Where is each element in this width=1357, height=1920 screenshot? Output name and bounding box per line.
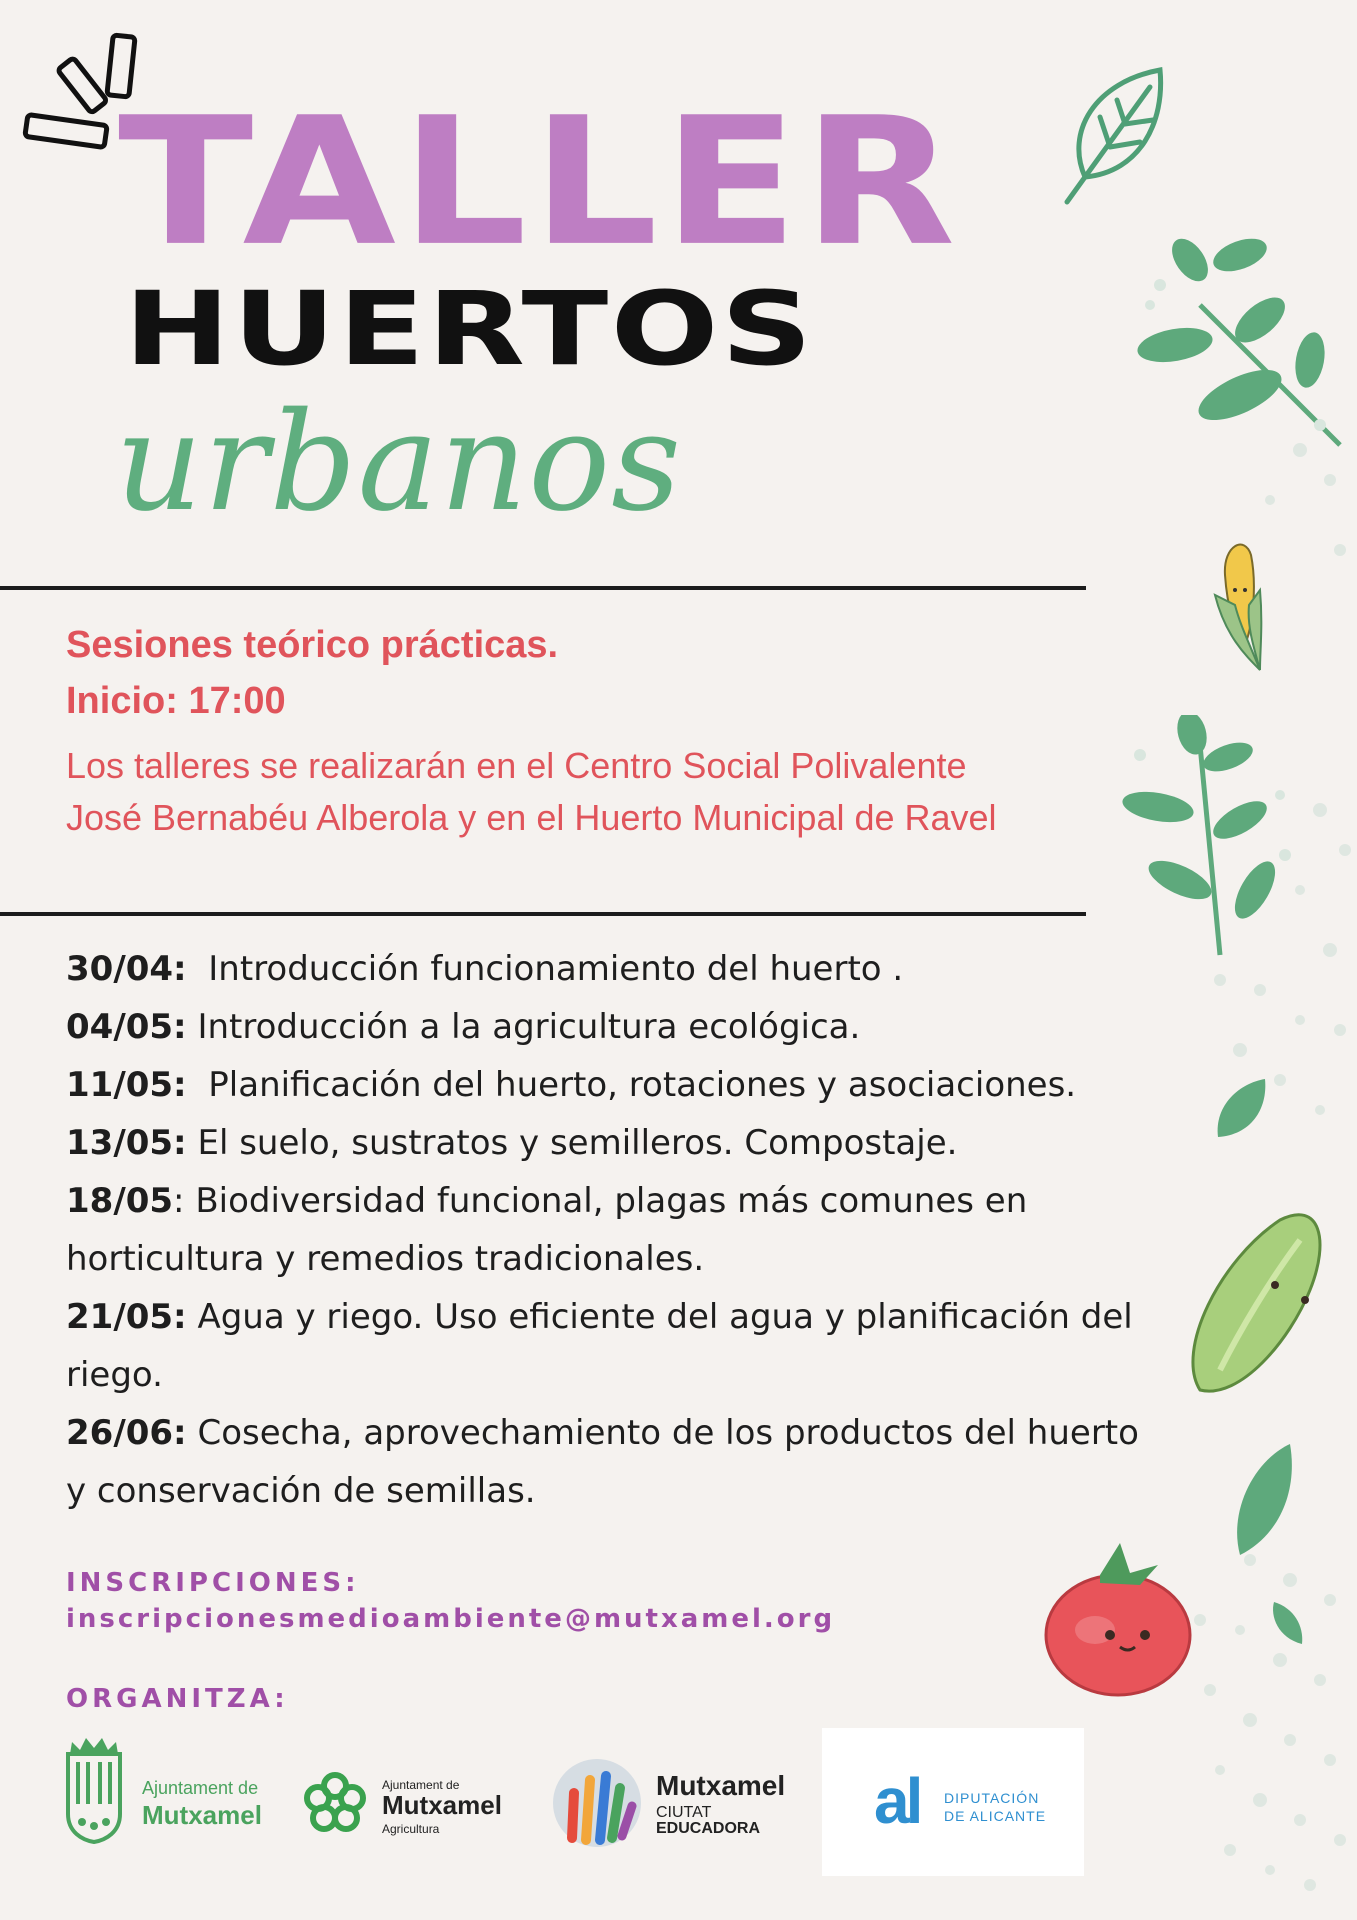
flower-icon (302, 1770, 368, 1836)
logo2-middle: Mutxamel (382, 1790, 502, 1820)
schedule-date: 11/05: (66, 1065, 187, 1105)
title-taller: TALLER (118, 79, 961, 285)
hands-icon (552, 1758, 642, 1848)
logo3-line2: CIUTAT (656, 1804, 712, 1821)
schedule-text: Introducción a la agricultura ecológica. (197, 1007, 861, 1047)
schedule-item (66, 1404, 1146, 1520)
schedule-list (66, 940, 1196, 1520)
schedule-text: Agua y riego. Uso eficiente del agua y planificación del riego. (66, 1297, 1133, 1395)
schedule-text: Introducción funcionamiento del huerto . (208, 949, 904, 989)
logo-diputacion-alicante (822, 1728, 1084, 1876)
sessions-heading: Sesiones teórico prácticas. (66, 624, 559, 666)
schedule-text: El suelo, sustratos y semilleros. Compostaje. (197, 1123, 958, 1163)
schedule-item (66, 1056, 1196, 1114)
schedule-item (66, 940, 1196, 998)
cucumber-icon (1180, 1200, 1330, 1410)
schedule-item (66, 998, 1196, 1056)
schedule-date: 26/06: (66, 1413, 187, 1453)
title-huertos: HUERTOS (124, 269, 815, 389)
tiny-leaf-icon (1268, 1598, 1308, 1648)
divider-top (0, 586, 1086, 590)
coat-of-arms-icon (62, 1734, 126, 1844)
logo4-line2: DE ALICANTE (944, 1808, 1047, 1824)
logo-mutxamel-agricultura (302, 1728, 522, 1878)
small-leaf-icon (1210, 1075, 1270, 1145)
schedule-text: Planificación del huerto, rotaciones y asociaciones. (208, 1065, 1077, 1105)
organizers-label: ORGANITZA: (66, 1684, 289, 1714)
logo2-top: Ajuntament de (382, 1778, 460, 1792)
logo3-top: Mutxamel (656, 1770, 786, 1801)
title-urbanos: urbanos (115, 384, 683, 542)
schedule-date: 04/05: (66, 1007, 187, 1047)
logo1-bottom: Mutxamel (142, 1800, 262, 1830)
schedule-item (66, 1288, 1186, 1404)
branch-leaves-icon (1130, 225, 1357, 455)
start-time: Inicio: 17:00 (66, 680, 286, 722)
schedule-text: Biodiversidad funcional, plagas más comunes en horticultura y remedios tradicionales. (66, 1181, 1028, 1279)
logo2-bottom: Agricultura (382, 1822, 440, 1836)
schedule-item (66, 1114, 1196, 1172)
logo3-line3: EDUCADORA (656, 1820, 760, 1837)
logo1-top: Ajuntament de (142, 1778, 259, 1798)
leaf-icon (1230, 1440, 1300, 1560)
logo4-line1: DIPUTACIÓN (944, 1790, 1040, 1806)
leaf-outline-icon (1055, 62, 1175, 212)
registration-label: INSCRIPCIONES: (66, 1568, 360, 1598)
divider-bottom (0, 912, 1086, 916)
tomato-icon (1040, 1535, 1200, 1700)
schedule-date: 30/04: (66, 949, 187, 989)
schedule-date: 21/05: (66, 1297, 187, 1337)
dots-decoration (1180, 430, 1357, 1900)
logo-ajuntament-mutxamel (62, 1728, 282, 1878)
schedule-item: 18/05: Biodiversidad funcional, plagas más comunes en horticultura y remedios tradicionales. (66, 1181, 1028, 1279)
logo4-mark: al (874, 1765, 920, 1837)
registration-email-link[interactable]: inscripcionesmedioambiente@mutxamel.org (66, 1604, 836, 1634)
schedule-date: 18/05 (66, 1181, 174, 1221)
schedule-text: Cosecha, aprovechamiento de los productos del huerto y conservación de semillas. (66, 1413, 1139, 1511)
logo-ciutat-educadora (552, 1728, 812, 1878)
location-text: Los talleres se realizarán en el Centro Social Polivalente José Bernabéu Alberola y en el Huerto Municipal de Ravel (66, 745, 997, 838)
schedule-date: 13/05: (66, 1123, 187, 1163)
